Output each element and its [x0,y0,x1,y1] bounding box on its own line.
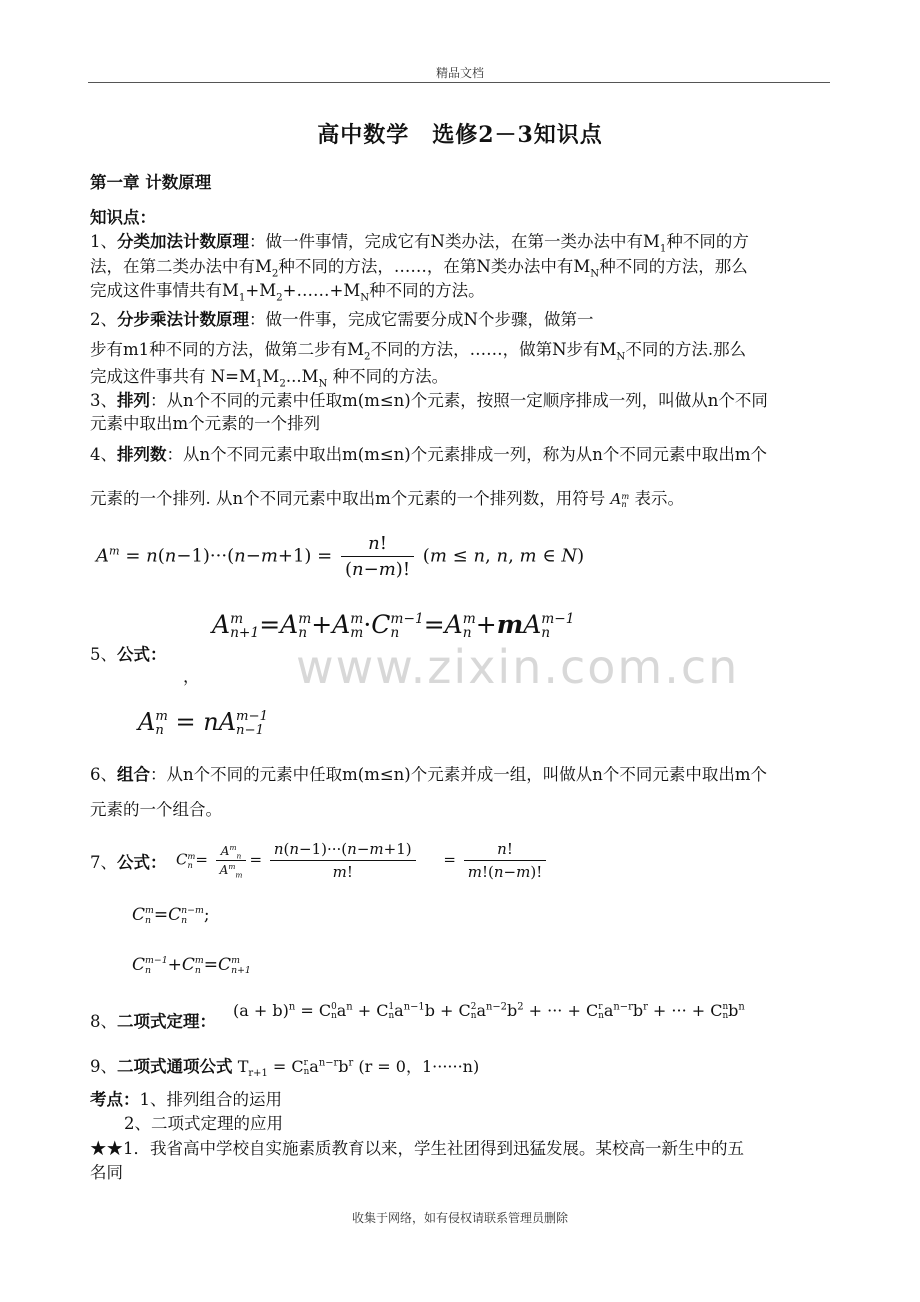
binomial-theorem-formula: $(a + b)^n = C$ 0 n $a^n + C$ 1 n $a^{n-1}b + C$ 2 n $a^{n-2}b^2$ + ··· + C r n $a^{n-r}b^r$ + ··· + C n n $b^n$ [233,1001,745,1021]
item-9-line: 9、二项式通项公式 $T_{r+1} = C$ r n $a^{n-r}b^r$ (r = 0，1······n) [90,1057,480,1080]
item-5-label: 5、公式： [90,645,167,664]
combination-formula: C m n = $\frac{A^m_n}{A^m_m}$ = $\frac{n(n-1)\cdot\cdot\cdot(n-m+1)}{m!}$ = $\frac{n!}{m!(n-m)!}$ [176,840,549,881]
document-title: 高中数学 选修2－3知识点 [317,122,603,148]
item-8-label: 8、二项式定理： [90,1012,216,1031]
item-1-line-1: 1、分类加法计数原理：做一件事情，完成它有N类办法，在第一类办法中有$M_1$种不同的方 [90,232,749,255]
item-2-line-1: 2、分步乘法计数原理：做一件事，完成它需要分成N个步骤，做第一 [90,310,594,329]
exam-points-line-1: 考点：1、排列组合的运用 [90,1090,282,1109]
combination-symmetry-formula: C m n =C n−m n ; [132,905,210,926]
section-label: 知识点： [90,208,156,227]
star-icon: ★★ [90,1139,123,1158]
permutation-symbol: A m n [610,490,630,509]
item-4-line-1: 4、排列数：从n个不同元素中取出m(m≤n)个元素排成一列，称为从n个不同元素中取出m个 [90,445,768,464]
header-rule [88,82,830,83]
problem-line-2: 名同 [90,1163,123,1182]
page-header: 精品文档 [435,66,484,80]
watermark: www.zixin.com.cn [296,640,740,694]
item-3-line-1: 3、排列：从n个不同的元素中任取m(m≤n)个元素，按照一定顺序排成一列，叫做从n个不同 [90,391,768,410]
permutation-identity-formula: A m n = nA m−1 n−1 [138,708,268,738]
item-4-line-2: 元素的一个排列. 从n个不同元素中取出m个元素的一个排列数，用符号 A m n 表示。 [90,489,684,509]
permutation-recurrence-formula: A m n+1 =A m n +A m m ·C m−1 n =A m n +mA m−1 n [212,610,575,641]
pascal-identity-formula: C m−1 n +C m n =C m n+1 [132,955,251,976]
item-6-line-2: 元素的一个组合。 [90,800,222,819]
item-5-comma: ， [183,667,200,686]
general-term-formula: $T_{r+1} = C$ r n $a^{n-r}b^r$ (r = 0，1······n) [237,1057,480,1080]
permutation-formula: $A^m = n(n-1)\cdot\cdot\cdot(n-m+1)$ = $\frac{n!}{(n-m)!}$ (m ≤ n, n, m ∈ N) [96,533,585,580]
item-1-line-3: 完成这件事情共有$M_1+M_2+\dots\dots+M_N$种不同的方法。 [90,281,485,304]
item-7-label: 7、公式： [90,853,167,872]
page-footer: 收集于网络，如有侵权请联系管理员删除 [351,1211,568,1225]
problem-line-1: ★★1．我省高中学校自实施素质教育以来，学生社团得到迅猛发展。某校高一新生中的五 [90,1139,744,1158]
item-1-line-2: 法，在第二类办法中有$M_2$种不同的方法，……，在第N类办法中有$M_N$种不同的方法，那么 [90,257,748,280]
chapter-heading: 第一章 计数原理 [90,173,212,192]
item-3-line-2: 元素中取出m个元素的一个排列 [90,414,321,433]
item-2-line-3: 完成这件事共有 $N=M_1M_2...M_N$ 种不同的方法。 [90,367,449,390]
exam-points-line-2: 2、二项式定理的应用 [124,1114,283,1133]
item-6-line-1: 6、组合：从n个不同的元素中任取m(m≤n)个元素并成一组，叫做从n个不同元素中取出m个 [90,765,768,784]
item-2-line-2: 步有m1种不同的方法，做第二步有$M_2$不同的方法，……，做第N步有$M_N$不同的方法.那么 [90,340,747,363]
